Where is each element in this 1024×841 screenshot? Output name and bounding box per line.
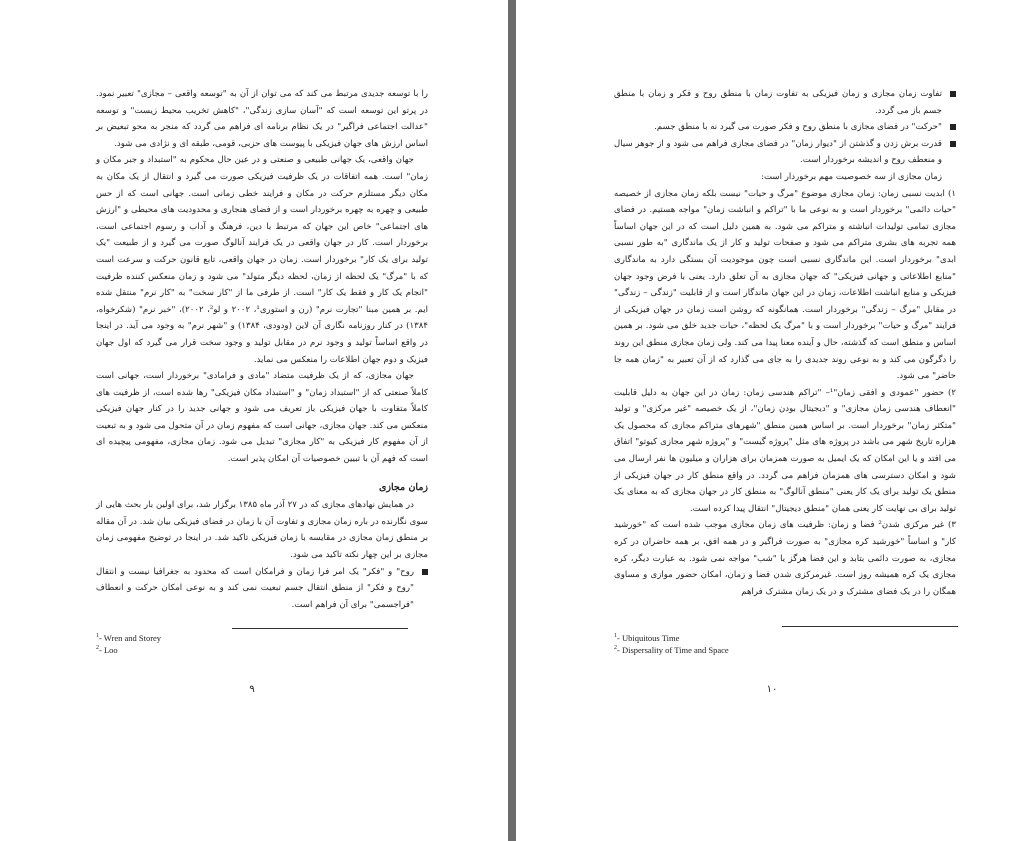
footnote-item: $^1$- Ubiquitous Time xyxy=(614,632,680,643)
footnote-rule xyxy=(782,626,958,627)
right-intro: زمان مجازی از سه خصوصیت مهم برخوردار است: xyxy=(761,171,942,182)
right-paragraph-1: ۱) ابدیت نسبی زمان: زمان مجازی موضوع "مرگ و حیات" نیست بلکه زمان مجازی از خصیصه "حیات دائمی" برخوردار است و به نوعی ما با "تراکم و انباشت زمان" مواجه هستیم. در فضای مجازی تمامی تولیدات انباشته و متراکم می شود. به همین دلیل است که در این جهان اساساً همه تجربه های بشری متراکم می شود و صفحات تولید و کار از یک ماندگاری "به طور نسبی ابدی" برخوردار است. این ماندگاری نسبی است چون موجودیت آن بستگی دارد به ماندگاری "منابع اطلاعاتی و جهانی فیزیکی" که جهان مجازی به آن تعلق دارد. یعنی با فرض وجود جهان فیزیکی و منابع انباشت اطلاعات، زمان در این جهان ماندگار است و از قابلیت "زندگی – زندگی" در مقابل "مرگ – زندگی" برخوردار است. همانگونه که روشن است زمان در جهان فیزیکی از فرایند "مرگ و حیات" برخوردار است و با "مرگ یک لحظه"، حیات جدید خلق می شود. بر همین اساس و منطق است که گذشته، حال و آینده معنا پیدا می کند. ولی زمان مجازی منطق این روند را دگرگون می کند و به نوعی روند جدیدی را به جای می گذارد که از آن تعبیر به "زمان همه جا حاضر" می شود. xyxy=(614,188,956,382)
right-bullet-2: "حرکت" در فضای مجازی با منطق روح و فکر صورت می گیرد نه با منطق جسم. xyxy=(614,119,956,136)
footnote-rule xyxy=(232,628,408,629)
right-page-body xyxy=(614,86,956,600)
left-bullet xyxy=(96,564,428,614)
footnote-item: $^1$- Wren and Storey xyxy=(96,632,162,643)
right-bullet-1: تفاوت زمان مجازی و زمان فیزیکی به تفاوت زمان با منطق روح و فکر و زمان با منطق جسم باز می گردد. xyxy=(614,86,956,119)
left-paragraph-4: در همایش نهادهای مجازی که در ۲۷ آذر ماه ۱۳۸۵ برگزار شد، برای اولین بار بحث هایی از سوی نگارنده در باره زمان مجازی و تفاوت آن با زمان در فضای فیزیکی بیان شد. در آن مقاله بر منطق زمان مجازی در مقایسه با زمان فیزیکی تاکید شد. در اینجا در توضیح مفهومی زمان مجازی بر این چهار نکته تاکید می شود. xyxy=(96,500,428,561)
section-heading: زمان مجازی xyxy=(379,481,428,493)
left-paragraph-3: جهان مجازی، که از یک ظرفیت متضاد "مادی و فرامادی" برخوردار است، جهانی است کاملاً صنعتی که از "استبداد زمان" و "استبداد مکان فیزیکی" رها شده است، از ظرفیت های کاملاً متفاوت با جهان فیزیکی باز تعریف می شود و جهانی جدید را در کنار جهان فیزیکی منعکس می کند. جهان مجازی، جهانی است که مفهوم زمان در آن متحول می شود و به تبعیت از آن مفهوم کار فیزیکی به "کار مجازی" تبدیل می شود. زمان مجازی، مفهومی پیچیده ای است که فهم آن با تبیین خصوصیات آن امکان پذیر است. xyxy=(96,371,428,465)
right-footnotes xyxy=(614,631,854,655)
bullet-square-icon xyxy=(422,569,428,575)
left-footnotes xyxy=(96,631,296,655)
left-page xyxy=(0,0,508,841)
footnote-item: $^2$- Loo xyxy=(96,644,118,655)
bullet-square-icon xyxy=(950,91,956,97)
left-paragraph-2: جهان واقعی، یک جهانی طبیعی و صنعتی و در عین حال محکوم به "استبداد و جبر مکان و زمان" است. همه اتفاقات در یک ظرفیت فیزیکی صورت می گیرد و انتقال از یک مکان به مکان دیگر مستلزم حرکت در مکان و فرایند خطی زمانی است. جهانی است که از حس طبیعی و چهره به چهره برخوردار است و از فضای هنجاری و محدودیت های محیطی و "ارزش های اجتماعی" خاص این جهان که مرتبط با دین، فرهنگ و آداب و رسوم اجتماعی است، برخوردار است. کار در جهان واقعی در یک فرایند آنالوگ صورت می گیرد و از طبیعت "یک تولید برای یک کار" برخوردار است. زمان در جهان واقعی، تابع قانون حرکت و سرعت است که با "مرگ" یک لحظه از زمان، لحظه دیگر متولد" می شود و زمان منعکس کننده ظرفیت "انجام یک کار و فقط یک کار" است. از طرفی ما از "کار سخت" به "کار نرم" منتقل شده ایم. بر همین مبنا "تجارت نرم" (رن و استوری¹، ۲۰۰۲ و لو²، ۲۰۰۲)، "خبر نرم" (شکرخواه، ۱۳۸۴) در کنار روزنامه نگاری آن لاین (ودودی، ۱۳۸۴) و "شهر نرم" به وجود می آید. در اینجا در واقع اساساً تولید و وجود نرم در مقابل تولید و وجود سخت قرار می گیرد که اول جهان فیزیک و دوم جهان اطلاعات را منعکس می نماید. xyxy=(96,155,428,365)
bullet-square-icon xyxy=(950,141,956,147)
page-number: ۱۰ xyxy=(766,684,778,695)
footnote-item: $^2$- Dispersality of Time and Space xyxy=(614,644,729,655)
right-paragraph-3: ۳) غیر مرکزی شدن² فضا و زمان: ظرفیت های زمان مجازی موجب شده است که "خورشید کار" و اساساً "خورشید کره مجازی" به صورت فراگیر و در همه افق، بر همه حاضران در کره مجازی، به صورت دائمی بتابد و این فضا هرگز با "شب" مواجه نمی شود. به عبارت دیگر، کره مجازی یک کره همیشه روز است. غیرمرکزی شدن فضا و زمان، امکان حضور موازی و مساوی همگان را در یک فضای مشترک و در یک زمان مشترک فراهم xyxy=(614,520,956,597)
page-divider xyxy=(508,0,516,841)
left-paragraph-1: را با توسعه جدیدی مرتبط می کند که می توان از آن به "توسعه واقعی – مجازی" تعبیر نمود. در پرتو این توسعه است که "آسان سازی زندگی"، "کاهش تخریب محیط زیست" و توسعه "عدالت اجتماعی فراگیر" در یک نظام برنامه ای فراهم می گردد که منجر به محو تبعیض بر اساس ارزش های جهان فیزیکی با پیوست های حزبی، قومی، طبقه ای و نژادی می شود. xyxy=(96,89,428,149)
right-bullet-3: قدرت برش زدن و گذشتن از "دیوار زمان" در فضای مجازی فراهم می شود و از جوهر سیال و منعطف روح و اندیشه برخوردار است. xyxy=(614,136,956,169)
page-number: ۹ xyxy=(249,684,255,695)
right-page xyxy=(516,0,1024,841)
bullet-square-icon xyxy=(950,124,956,130)
right-paragraph-2: ۲) حضور "عمودی و افقی زمان"¹– "تراکم هندسی زمان: زمان در این جهان به دلیل قابلیت "انعطاف هندسی زمان مجازی" و "دیجیتال بودن زمان"، از یک خصیصه "غیر مرکزی" و تولید "متکثر زمان" برخوردار است. بر اساس همین منطق "شهرهای متراکم مجازی که محصول یک هزاره تاریخ شهر می باشد در پروژه های مثل "پروژه گیست" و "پروژه شهر مجازی کیوتو" اتفاق می افتد و یا این امکان که یک ایمیل به صورت همزمان برای هزاران و میلیون ها نفر ارسال می شود و امکان دسترسی های همزمان فراهم می گردد. در واقع منطق کار در جهان فیزیکی از منطق یک تولید برای یک کار یعنی "منطق آنالوگ" به منطق کار در جهان مجازی که به معنای یک تولید برای بی نهایت کار یعنی همان "منطق دیجیتال" انتقال پیدا کرده است. xyxy=(614,387,957,514)
left-page-body xyxy=(96,86,428,613)
left-bullet-text: روح" و "فکر" یک امر فرا زمان و فرامکان است که محدود به جغرافیا نیست و انتقال "روح و فکر" از منطق انتقال جسم تبعیت نمی کند و به نوعی امکان حرکت و انعطاف "فراجسمی" برای آن فراهم است. xyxy=(96,566,414,610)
